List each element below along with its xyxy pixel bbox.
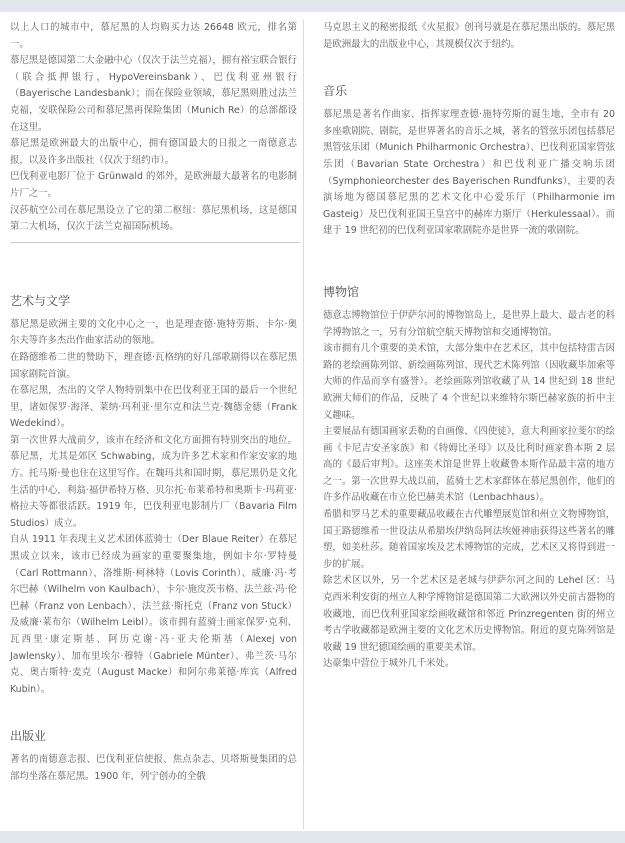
- section-heading-music: 音乐: [323, 84, 348, 99]
- paragraph: 在慕尼黑，杰出的文学人物特别集中在巴伐利亚王国的最后一个世纪里，诸如保罗·海泽、莱纳·玛利亚·里尔克和法兰克·魏德金德（Frank Wedekind）。: [10, 385, 297, 430]
- bottom-band: [0, 831, 625, 843]
- section-heading-arts: 艺术与文学: [10, 293, 71, 308]
- paragraph: 汉莎航空公司在慕尼黑设立了它的第二枢纽：慕尼黑机场，这是德国第二大机场，仅次于法兰克福国际机场。: [10, 204, 297, 233]
- paragraph: 著名的南德意志报、巴伐利亚信使报、焦点杂志、贝塔斯曼集团的总部均坐落在慕尼黑。1900 年，列宁创办的全俄: [10, 754, 297, 782]
- paragraph: 慕尼黑是欧洲主要的文化中心之一，也是理查德·施特劳斯、卡尔·奥尔夫等许多杰出作曲家活动的领地。: [10, 318, 297, 347]
- left-column: [10, 20, 304, 829]
- paragraph: 在路德维希二世的赞助下，理查德·瓦格纳的好几部歌剧得以在慕尼黑国家剧院首演。: [10, 351, 297, 380]
- left-intro: [10, 20, 297, 236]
- top-band: [0, 0, 625, 12]
- paragraph: 慕尼黑是著名作曲家、指挥家理查德·施特劳斯的诞生地，全市有 20 多座歌剧院、剧院，是世界著名的音乐之城，著名的管弦乐团包括慕尼黑管弦乐团（Munich Philharmonic Orchestra）、巴伐利亚国家管弦乐团（Bavarian State Orchestra）和巴伐利亚广播交响乐团（Symphonieorchester des Bayerischen Rundfunks），主要的表演场地为德国慕尼黑的艺术文化中心爱乐厅（Philharmonie im Gasteig）及巴伐利亚国王皇宫中的赫库力斯厅（Herkulessaal）。而建于 19 世纪初的巴伐利亚国家歌剧院亦是世界一流的歌剧院。: [323, 109, 615, 237]
- paragraph: 除艺术区以外，另一个艺术区是老城与伊萨尔河之间的 Lehel 区：马克西米利安街的州立人种学博物馆是德国第二大欧洲以外史前古器物的收藏地，而巴伐利亚国家绘画收藏馆和邻近 Prinzregenten 街的州立考古学收藏都是欧洲主要的文化艺术历史博物馆。附近的夏克陈列馆是收藏 19 世纪德国绘画的重要美术馆。: [323, 575, 615, 653]
- paragraph: 自从 1911 年表现主义艺术团体蓝骑士（Der Blaue Reiter）在慕尼黑成立以来，该市已经成为画家的重要聚集地，例如卡尔·罗特曼（Carl Rottmann）、洛维斯·柯林特（Lovis Corinth）、威廉·冯·考尔巴赫（Wilhelm von Kaulbach）、卡尔·施皮茨韦格、法兰兹·冯·伦巴赫（Franz von Lenbach）、法兰兹·斯托克（Franz von Stuck）及威廉·莱布尔（Wilhelm Leibl）。该市拥有蓝骑士画家保罗·克利、瓦西里·康定斯基、阿历克谢·冯·亚夫伦斯基（Alexej von Jawlensky）、加布里埃尔·穆特（Gabriele Münter）、弗兰茨·马尔克、奥古斯特·麦克（August Macke）和阿尔弗莱德·库宾（Alfred Kubin）。: [10, 534, 297, 695]
- paragraph: 德意志博物馆位于伊萨尔河的博物馆岛上，是世界上最大、最古老的科学博物馆之一，另有分馆航空航天博物馆和交通博物馆。: [323, 309, 615, 338]
- paragraph: 达豪集中营位于城外几千米处。: [323, 658, 455, 670]
- paragraph: 马克思主义的秘密报纸《火星报》创刊号就是在慕尼黑出版的。慕尼黑是欧洲最大的出版业中心，其规模仅次于纽约。: [323, 22, 615, 50]
- section-heading-publishing: 出版业: [10, 729, 47, 744]
- paragraph: 第一次世界大战前夕，该市在经济和文化方面拥有特别突出的地位。慕尼黑，尤其是郊区 Schwabing，成为许多艺术家和作家安家的地方。托马斯·曼也住在这里写作。在魏玛共和国时期，慕尼黑仍是文化生活的中心，利翁·福伊希特万格、贝尔托·布莱希特和奥斯卡·玛莉亚·格拉夫等都很活跃。1919 年，巴伐利亚电影制片厂（Bavaria Film Studios）成立。: [10, 434, 297, 529]
- paragraph: 该市拥有几个重要的美术馆，大部分集中在艺术区，其中包括特雷吉因路的老绘画陈列馆、新绘画陈列馆、现代艺术陈列馆（因收藏毕加索等大师的作品而享有盛誉）。老绘画陈列馆收藏了从 14 世纪到 18 世纪欧洲大师们的作品，反映了 4 个世纪以来维特尔斯巴赫家族的折中主义趣味。: [323, 343, 615, 421]
- paragraph: 主要展品有德国画家丢勒的自画像、《四使徒》，意大利画家拉斐尔的绘画《卡尼吉安圣家族》和《特姆比圣母》以及比利时画家鲁本斯 2 层高的《最后审判》。这座美术馆是世界上收藏鲁本斯作品最丰富的地方之一。第一次世界大战以前，蓝骑士艺术家群体在慕尼黑创作，他们的许多作品收藏在市立伦巴赫美术馆（Lenbachhaus）。: [323, 426, 615, 504]
- paragraph: 慕尼黑是德国第二大金融中心（仅次于法兰克福），拥有裕宝联合银行（联合抵押银行，HypoVereinsbank）、巴伐利亚州银行（Bayerische Landesbank）；而在保险业领域，慕尼黑则胜过法兰克福，安联保险公司和慕尼黑再保险集团（Munich Re）的总部都设在这里。: [10, 55, 297, 133]
- right-column: [317, 20, 615, 829]
- paragraph: 巴伐利亚电影厂位于 Grünwald 的郊外，是欧洲最大最著名的电影制片厂之一。: [10, 171, 297, 199]
- section-divider: [10, 242, 300, 243]
- paragraph: 以上人口的城市中，慕尼黑的人均购买力达 26648 欧元，排名第一。: [10, 22, 297, 50]
- section-heading-museums: 博物馆: [323, 284, 360, 299]
- paragraph: 希腊和罗马艺术的重要藏品收藏在古代雕塑展览馆和州立文物博物馆，国王路德维希一世设法从希腊埃伊纳岛阿法埃娅神庙获得这些著名的雕塑，如美杜莎。随着国家埃及艺术博物馆的完成，艺术区又将得到进一步的扩展。: [323, 509, 615, 570]
- paragraph: 慕尼黑是欧洲最大的出版中心，拥有德国最大的日报之一南德意志报，以及许多出版社（仅次于纽约市）。: [10, 138, 297, 166]
